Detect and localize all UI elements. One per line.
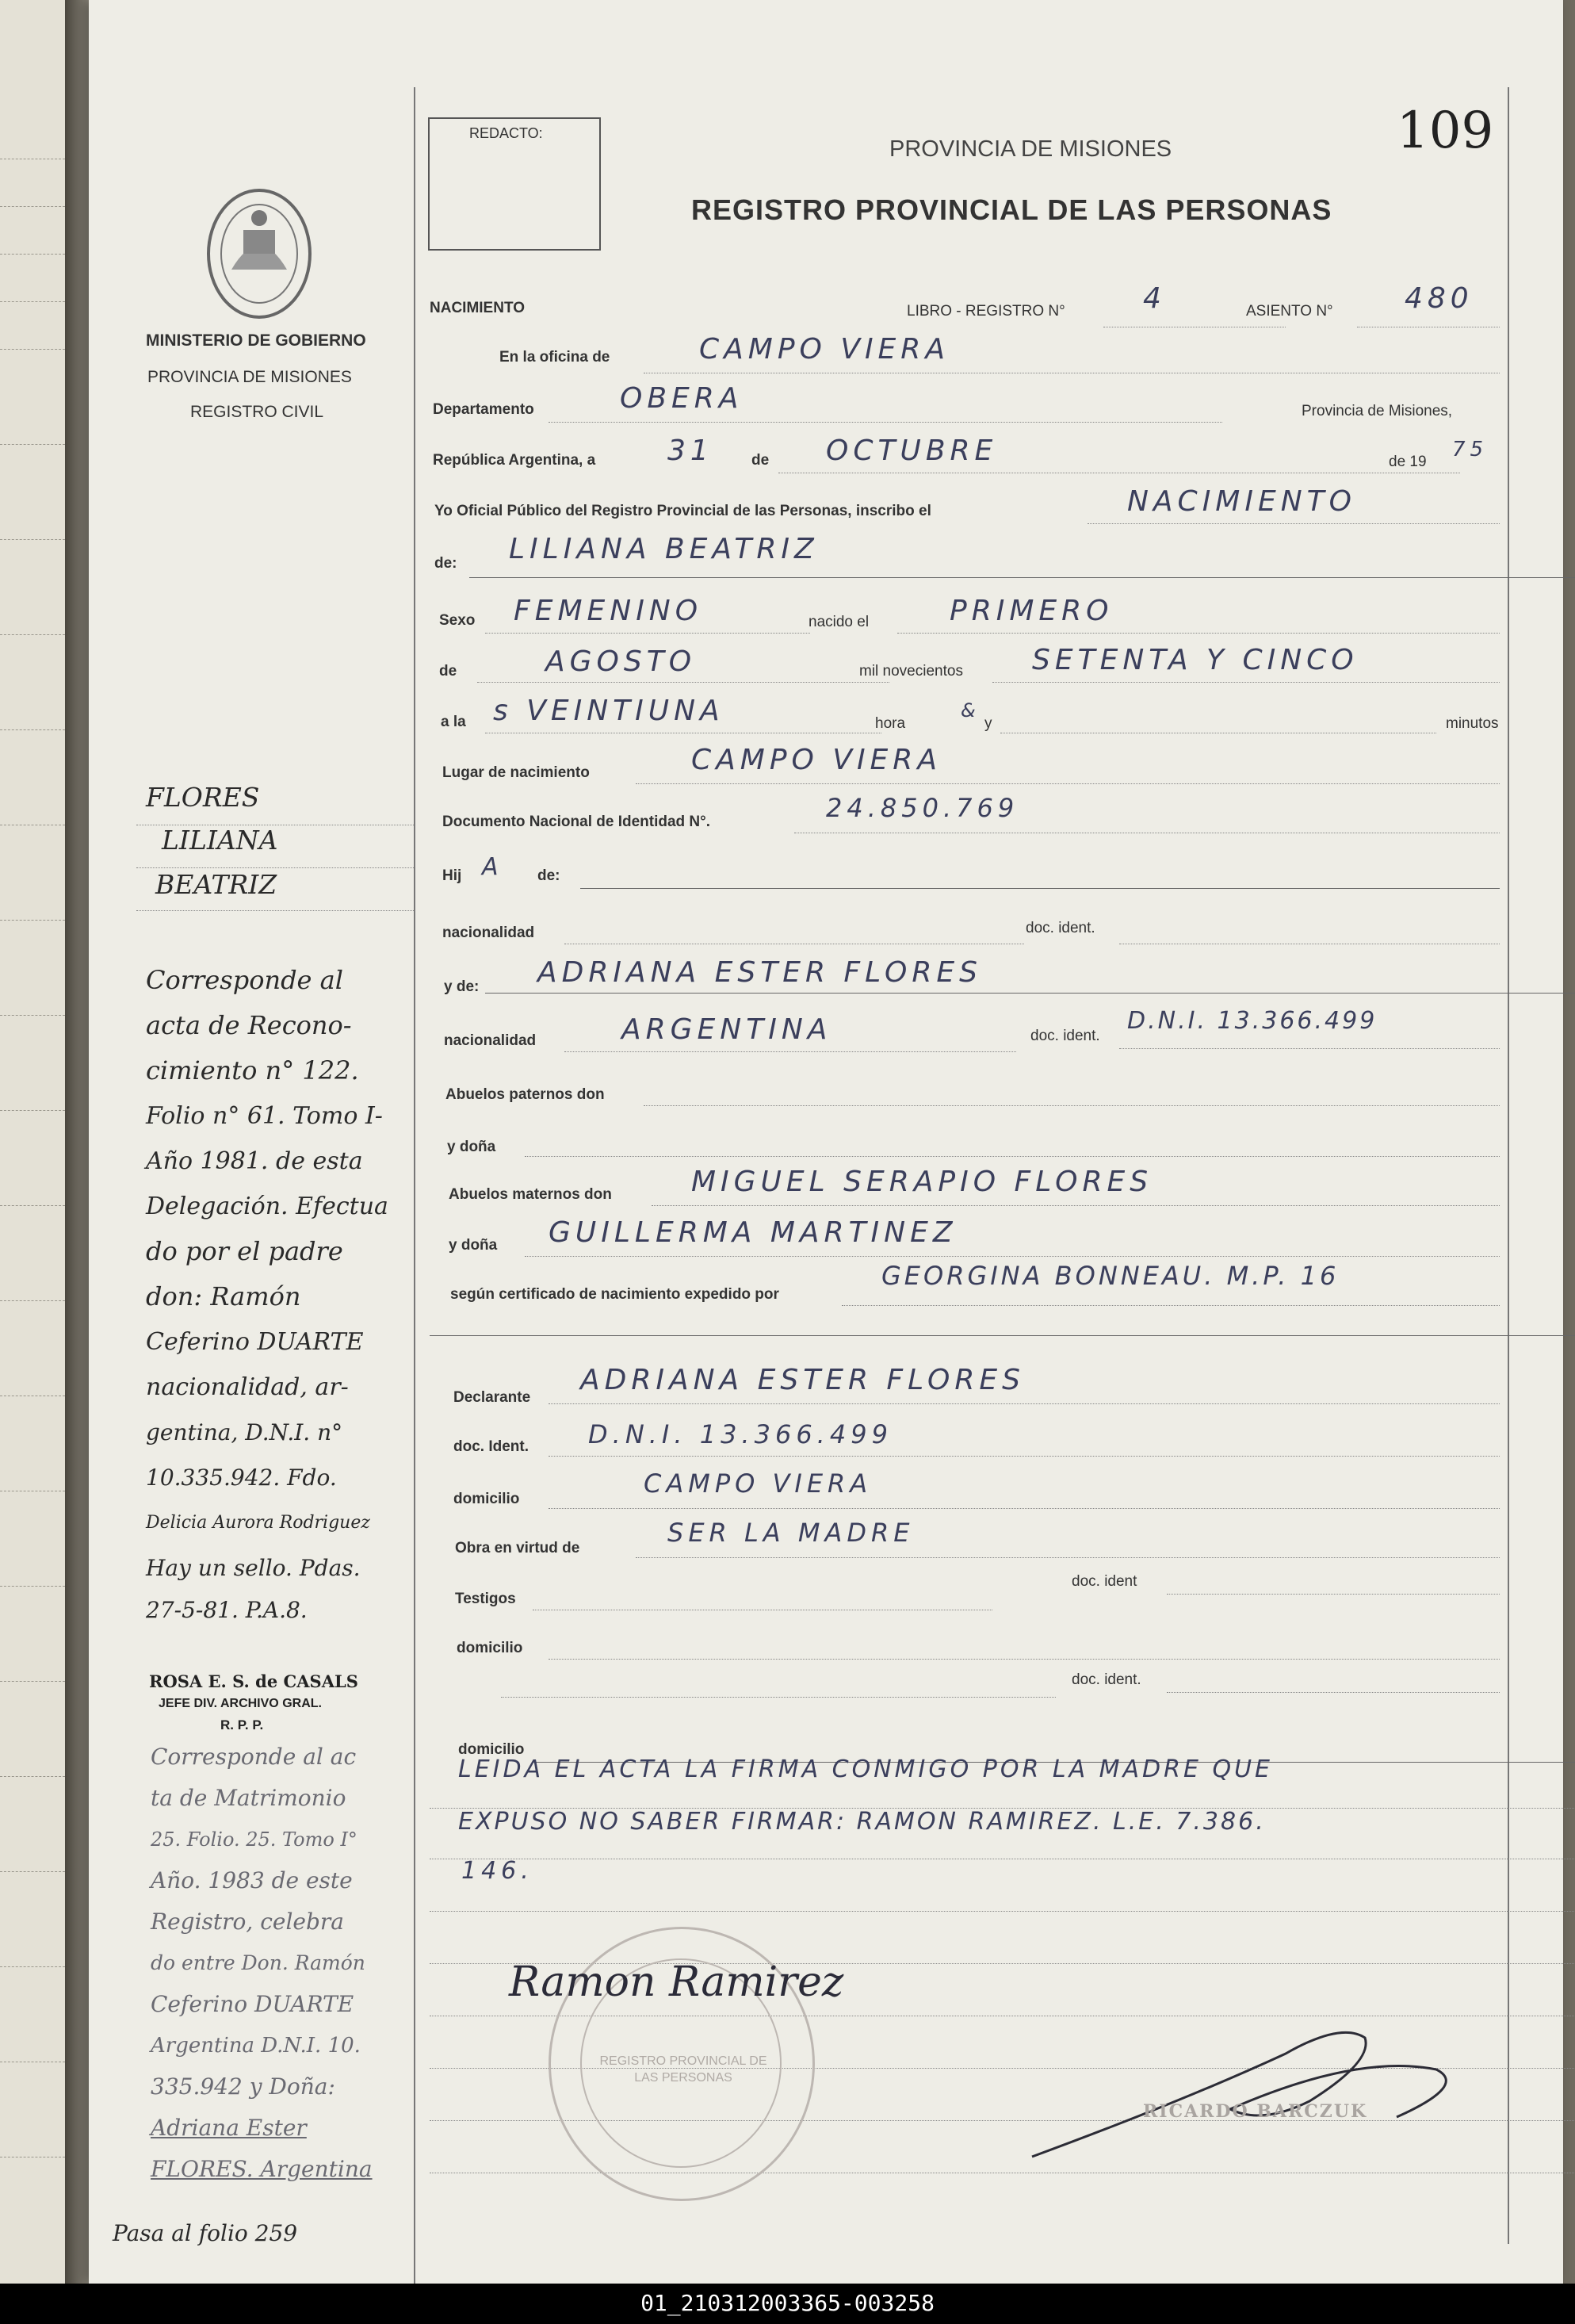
redacto-box: [428, 117, 601, 251]
registry-page: [89, 0, 1563, 2284]
margin-note2: [151, 1736, 420, 2190]
docident5-label: doc. ident.: [1072, 1671, 1141, 1688]
oficial-label: Yo Oficial Público del Registro Provincial de las Personas, inscribo el: [434, 503, 931, 519]
note1-line: acta de Recono-: [146, 1010, 352, 1040]
officer-stamp: RICARDO BARCZUK: [1143, 2101, 1368, 2122]
margin-stamp-line3: R. P. P.: [220, 1717, 264, 1732]
registry-title: REGISTRO PROVINCIAL DE LAS PERSONAS: [691, 193, 1332, 226]
note1-line: Hay un sello. Pdas.: [146, 1555, 361, 1581]
declarante-label: Declarante: [453, 1389, 531, 1406]
nacionalidad-label: nacionalidad: [442, 925, 535, 941]
note2-line: Adriana Ester: [151, 2115, 307, 2141]
margin-stamp-line1: ROSA E. S. de CASALS: [149, 1671, 358, 1691]
documento-label: Documento Nacional de Identidad N°.: [442, 814, 711, 830]
left-facing-page: [0, 0, 65, 2284]
anio-value: 75: [1452, 438, 1489, 461]
testigos-label: Testigos: [455, 1591, 516, 1607]
obs-line1: LEIDA EL ACTA LA FIRMA CONMIGO POR LA MADRE QUE: [458, 1755, 1273, 1783]
witness-signature: Ramon Ramirez: [509, 1958, 844, 2006]
docident3-label: doc. Ident.: [453, 1438, 529, 1455]
note1-line: Corresponde al: [146, 965, 343, 995]
registry-stamp-text: REGISTRO PROVINCIAL DE LAS PERSONAS: [599, 2054, 767, 2085]
note1-line: 27-5-81. P.A.8.: [146, 1597, 308, 1623]
abuelo-mat-value: MIGUEL SERAPIO FLORES: [691, 1166, 1153, 1198]
obra-label: Obra en virtud de: [455, 1540, 580, 1556]
ala-label: a la: [441, 714, 466, 730]
certificado-value: GEORGINA BONNEAU. M.P. 16: [881, 1261, 1340, 1291]
sexo-value: FEMENINO: [514, 595, 703, 627]
page-number: 109: [1397, 101, 1494, 160]
book-gutter: [65, 0, 89, 2284]
republica-label: República Argentina, a: [433, 452, 596, 469]
asiento-value: 480: [1405, 282, 1474, 315]
de-name-label: de:: [434, 555, 457, 572]
domicilio2-label: domicilio: [457, 1640, 523, 1656]
note2-line: Ceferino DUARTE: [151, 1991, 354, 2017]
hij-label: Hij: [442, 867, 462, 884]
anio-text-value: SETENTA Y CINCO: [1032, 644, 1359, 676]
note2-line: FLORES. Argentina: [151, 2156, 373, 2182]
note2-line: 25. Folio. 25. Tomo I°: [151, 1828, 357, 1851]
docident3-value: D.N.I. 13.366.499: [588, 1419, 893, 1449]
note1-line: do por el padre: [146, 1236, 343, 1266]
pasa-folio: Pasa al folio 259: [113, 2220, 298, 2246]
de-label: de: [751, 452, 770, 469]
ministry-line3: REGISTRO CIVIL: [190, 403, 324, 421]
margin-name1: FLORES: [146, 782, 260, 813]
name-value: LILIANA BEATRIZ: [509, 533, 819, 565]
y-label: y: [984, 715, 992, 732]
officer-signature: [1024, 2006, 1500, 2165]
ministry-line2: PROVINCIA DE MISIONES: [147, 368, 352, 386]
sexo-label: Sexo: [439, 612, 476, 629]
oficial-value: NACIMIENTO: [1127, 485, 1356, 518]
minutos-label: minutos: [1446, 715, 1499, 732]
agosto-value: AGOSTO: [545, 645, 697, 678]
certificado-label: según certificado de nacimiento expedido por: [450, 1286, 779, 1303]
margin-note1: [146, 958, 415, 1630]
note2-line: 335.942 y Doña:: [151, 2073, 335, 2100]
de2-label: de: [439, 663, 457, 680]
domicilio-label: domicilio: [453, 1491, 520, 1507]
libro-label: LIBRO - REGISTRO N°: [907, 303, 1065, 320]
nacionalidad2-value: ARGENTINA: [621, 1013, 832, 1046]
note2-line: do entre Don. Ramón: [151, 1951, 365, 1974]
province-title: PROVINCIA DE MISIONES: [889, 136, 1172, 162]
image-caption-bar: [0, 2284, 1575, 2324]
margin-stamp-line2: JEFE DIV. ARCHIVO GRAL.: [159, 1697, 322, 1710]
abuelos-pat-label: Abuelos paternos don: [445, 1086, 605, 1103]
oficina-label: En la oficina de: [499, 349, 610, 366]
hora-label: hora: [875, 715, 906, 732]
note1-line: Folio n° 61. Tomo I-: [146, 1102, 383, 1130]
note2-line: Corresponde al ac: [151, 1744, 357, 1770]
note1-line: nacionalidad, ar-: [146, 1373, 349, 1401]
departamento-label: Departamento: [433, 401, 534, 418]
mil-label: mil novecientos: [859, 663, 963, 680]
ydona2-label: y doña: [449, 1237, 498, 1254]
abuela-mat-value: GUILLERMA MARTINEZ: [549, 1216, 958, 1249]
abuelos-mat-label: Abuelos maternos don: [449, 1186, 612, 1203]
note1-line: Ceferino DUARTE: [146, 1328, 364, 1356]
note1-line: 10.335.942. Fdo.: [146, 1464, 337, 1491]
note2-line: Registro, celebra: [151, 1909, 344, 1935]
madre-value: ADRIANA ESTER FLORES: [537, 956, 982, 989]
note2-line: Argentina D.N.I. 10.: [151, 2034, 361, 2058]
docident-label: doc. ident.: [1026, 920, 1095, 936]
docident2-label: doc. ident.: [1030, 1028, 1100, 1044]
hora-value: &: [961, 699, 981, 722]
libro-value: 4: [1143, 282, 1166, 315]
departamento-value: OBERA: [620, 382, 744, 415]
right-border: [1508, 87, 1509, 2244]
docident2-value: D.N.I. 13.366.499: [1127, 1007, 1378, 1035]
image-caption: 01_210312003365-003258: [640, 2290, 935, 2316]
redacto-label: REDACTO:: [469, 125, 543, 141]
nacido-label: nacido el: [809, 614, 870, 630]
declarante-value: ADRIANA ESTER FLORES: [580, 1364, 1025, 1396]
margin-name3: BEATRIZ: [155, 869, 277, 900]
domicilio3-label: domicilio: [458, 1741, 525, 1758]
note1-line: Año 1981. de esta: [146, 1147, 363, 1175]
margin-name2: LILIANA: [162, 825, 278, 856]
coat-of-arms-seal: [200, 182, 319, 325]
note1-line: Delegación. Efectua: [146, 1193, 388, 1220]
note2-line: Año. 1983 de este: [151, 1867, 353, 1893]
obs-line3: 146.: [461, 1857, 533, 1885]
hij-de-label: de:: [537, 867, 560, 884]
oficina-value: CAMPO VIERA: [699, 333, 950, 366]
asiento-label: ASIENTO N°: [1246, 303, 1333, 320]
domicilio-value: CAMPO VIERA: [644, 1468, 873, 1499]
note1-line: Delicia Aurora Rodriguez: [146, 1513, 370, 1533]
hij-value: A: [482, 853, 503, 881]
nacimiento-label: NACIMIENTO: [430, 300, 525, 316]
ala-value: s VEINTIUNA: [493, 695, 724, 727]
docident4-label: doc. ident: [1072, 1573, 1137, 1590]
obra-value: SER LA MADRE: [667, 1518, 915, 1548]
note2-line: ta de Matrimonio: [151, 1785, 346, 1811]
mes-value: OCTUBRE: [826, 435, 998, 467]
dia-value: 31: [667, 435, 713, 467]
yde-label: y de:: [444, 978, 480, 995]
de19-label: de 19: [1389, 454, 1427, 470]
obs-line2: EXPUSO NO SABER FIRMAR: RAMON RAMIREZ. L.E. 7.386.: [458, 1808, 1266, 1836]
note1-line: don: Ramón: [146, 1281, 301, 1311]
nacido-value: PRIMERO: [950, 595, 1114, 627]
provincia-label: Provincia de Misiones,: [1302, 403, 1453, 419]
documento-value: 24.850.769: [826, 793, 1019, 823]
nacionalidad2-label: nacionalidad: [444, 1032, 537, 1049]
note1-line: gentina, D.N.I. n°: [146, 1419, 343, 1445]
ministry-line1: MINISTERIO DE GOBIERNO: [146, 331, 366, 350]
note1-line: cimiento n° 122.: [146, 1055, 359, 1085]
ydona-label: y doña: [447, 1139, 496, 1155]
lugar-value: CAMPO VIERA: [691, 744, 942, 776]
lugar-label: Lugar de nacimiento: [442, 764, 590, 781]
